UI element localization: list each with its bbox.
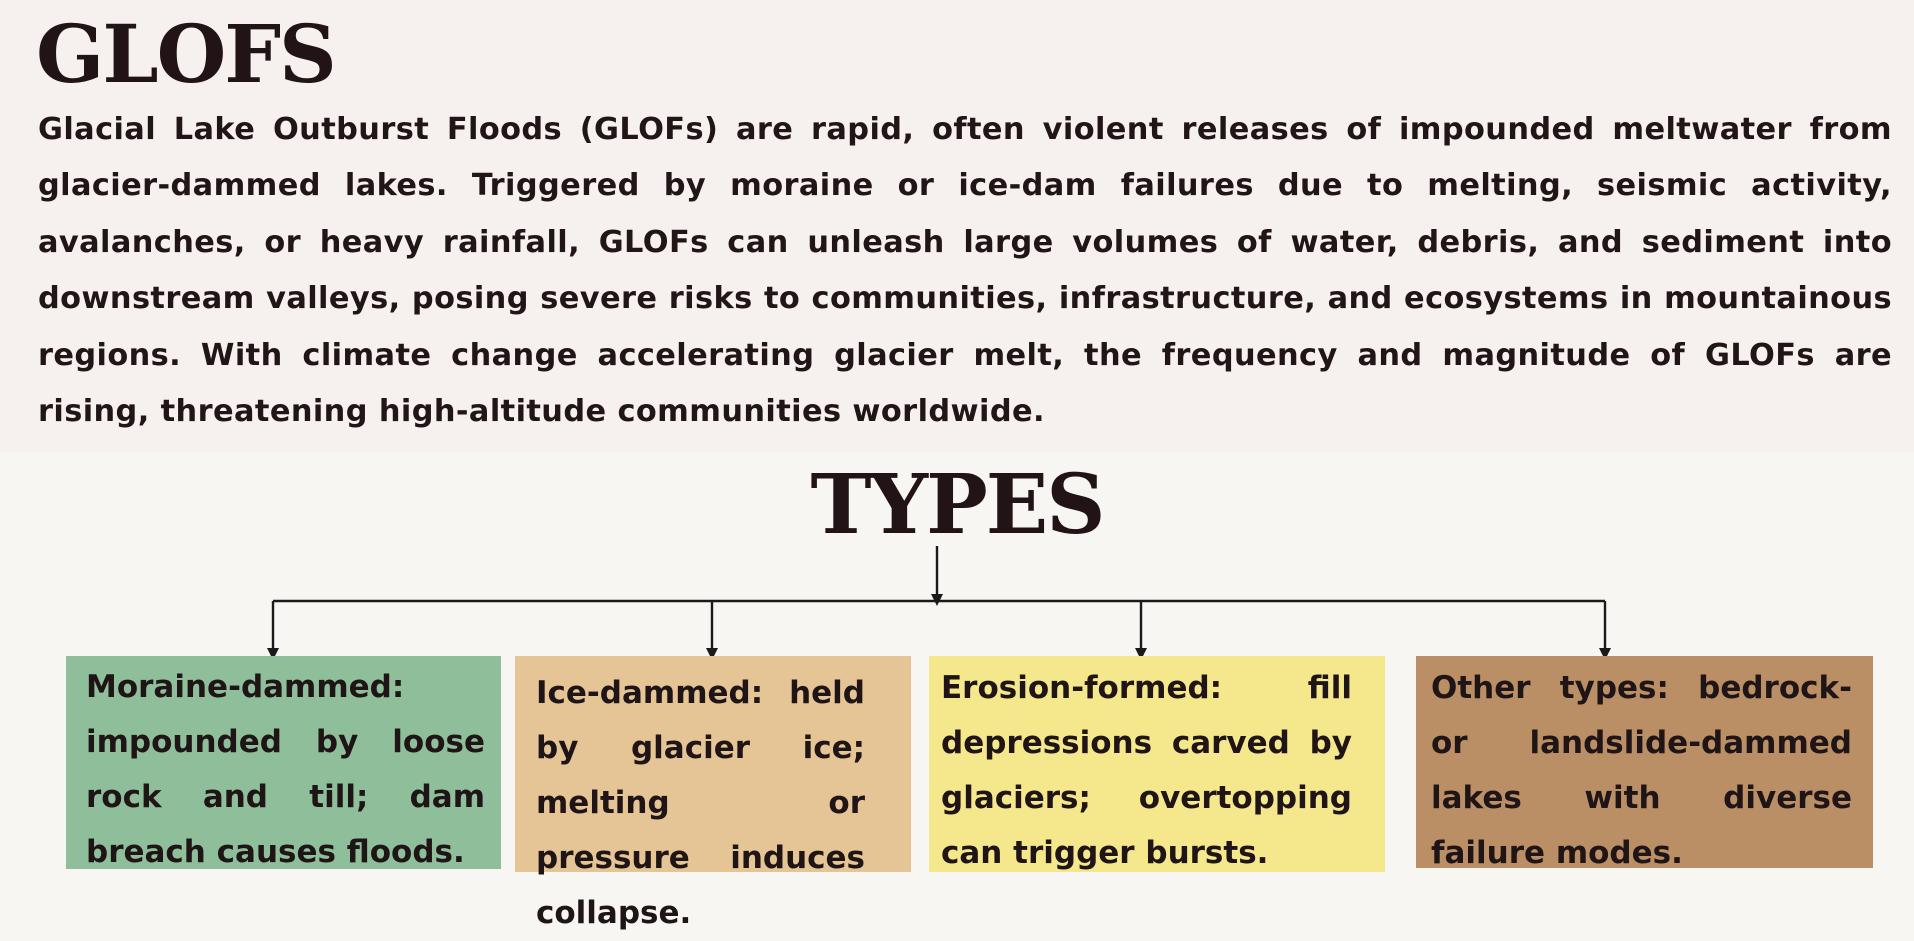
type-card-text: Other types: bedrock- or landslide-dammed lakes with diverse failure modes.	[1431, 670, 1852, 871]
type-card-erosion-formed	[929, 656, 1385, 872]
type-card-text: Moraine-dammed: impounded by loose rock and till; dam breach causes floods.	[86, 669, 485, 870]
page-title: GLOFS	[36, 7, 335, 101]
intro-paragraph: Glacial Lake Outburst Floods (GLOFs) are rapid, often violent releases of impounded meltwater from glacier-dammed lakes. Triggered by moraine or ice-dam failures due to melting, seismic activity, avalanches, or heavy rainfall, GLOFs can unleash large volumes of water, debris, and sediment into downstream valleys, posing severe risks to communities, infrastructure, and ecosystems in mountainous regions. With climate change accelerating glacier melt, the frequency and magnitude of GLOFs are rising, threatening high-altitude communities worldwide.	[38, 112, 1892, 430]
type-card-text: Erosion-formed: fill depressions carved by glaciers; overtopping can trigger bursts.	[941, 670, 1352, 871]
type-card-moraine-dammed	[66, 656, 501, 869]
type-card-other-types	[1416, 656, 1873, 871]
types-heading: TYPES	[810, 457, 1104, 553]
type-card-ice-dammed	[515, 656, 911, 931]
type-card-text: Ice-dammed: held by glacier ice; melting or pressure induces collapse.	[536, 675, 865, 931]
